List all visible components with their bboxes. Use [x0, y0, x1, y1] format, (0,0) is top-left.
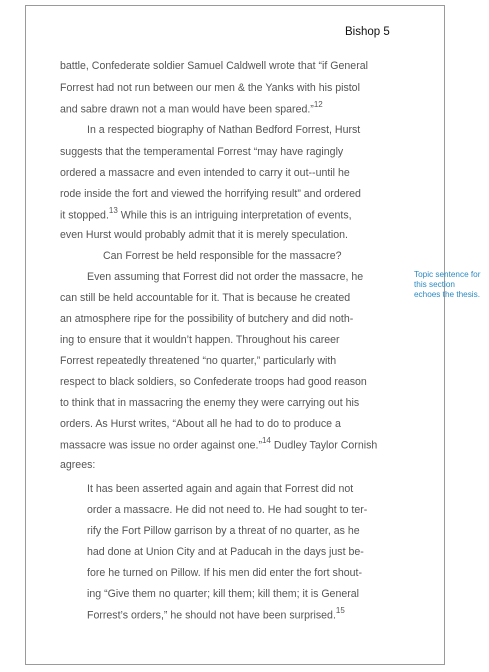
paragraph-3-line-9-end: Dudley Taylor Cornish	[270, 439, 378, 452]
block-quote-line-5: fore he turned on Pillow. If his men did enter the fort shout-	[87, 567, 363, 579]
paragraph-3-line-3: an atmosphere ripe for the possibility of butchery and did noth-	[60, 313, 354, 325]
block-quote-line-3: rify the Fort Pillow garrison by a threat of no quarter, as he	[87, 525, 360, 537]
section-heading: Can Forrest be held responsible for the massacre?	[103, 250, 342, 262]
block-quote-line-1: It has been asserted again and again that Forrest did not	[87, 483, 354, 495]
footnote-ref-13: 13	[108, 206, 118, 215]
footnote-ref-15: 15	[335, 606, 345, 615]
paragraph-3-line-6: respect to black soldiers, so Confederate troops had good reason	[60, 376, 367, 388]
paragraph-3-line-4: ing to ensure that it wouldn’t happen. Throughout his career	[60, 334, 340, 346]
paragraph-2-line-2: suggests that the temperamental Forrest “may have ragingly	[60, 146, 344, 158]
block-quote-line-7	[87, 607, 345, 622]
block-quote-line-4: had done at Union City and at Paducah in the days just be-	[87, 546, 364, 558]
annotation-line-3: echoes the thesis.	[414, 290, 480, 299]
page-header: Bishop 5	[345, 26, 390, 38]
paragraph-2-line-5-end: While this is an intriguing interpretation of events,	[117, 209, 352, 222]
paragraph-2-line-6: even Hurst would probably admit that it is merely speculation.	[60, 229, 348, 241]
paragraph-2-line-3: ordered a massacre and even intended to carry it out--until he	[60, 167, 350, 179]
paragraph-2-line-5	[60, 207, 352, 222]
block-quote-line-6: ing “Give them no quarter; kill them; kill them; it is General	[87, 588, 360, 600]
block-quote-line-7-text: Forrest’s orders,” he should not have been surprised.	[87, 609, 336, 622]
margin-annotation	[414, 270, 488, 300]
paragraph-3-line-1: Even assuming that Forrest did not order the massacre, he	[87, 271, 364, 283]
annotation-line-2: this section	[414, 280, 455, 289]
paragraph-2-line-1: In a respected biography of Nathan Bedford Forrest, Hurst	[87, 124, 361, 136]
footnote-ref-14: 14	[261, 436, 271, 445]
footnote-ref-12: 12	[313, 100, 323, 109]
paragraph-1-line-3	[60, 101, 323, 116]
paragraph-2-line-5-start: it stopped.	[60, 209, 109, 222]
paragraph-1-line-3-text: and sabre drawn not a man would have been spared.”	[60, 103, 314, 116]
paragraph-3-line-5: Forrest repeatedly threatened “no quarter,” particularly with	[60, 355, 337, 367]
paragraph-1-line-2: Forrest had not run between our men & the Yanks with his pistol	[60, 82, 360, 94]
paragraph-3-line-9-start: massacre was issue no order against one.”	[60, 439, 262, 452]
annotation-line-1: Topic sentence for	[414, 270, 481, 279]
paragraph-2-line-4: rode inside the fort and viewed the horrifying result” and ordered	[60, 188, 361, 200]
paragraph-1-line-1: battle, Confederate soldier Samuel Caldwell wrote that “if General	[60, 60, 368, 72]
paragraph-3-line-8: orders. As Hurst writes, “About all he had to do to produce a	[60, 418, 341, 430]
paragraph-3-line-10: agrees:	[60, 459, 96, 471]
paragraph-3-line-9	[60, 437, 377, 452]
paragraph-3-line-7: to think that in massacring the enemy they were carrying out his	[60, 397, 360, 409]
block-quote-line-2: order a massacre. He did not need to. He had sought to ter-	[87, 504, 368, 516]
paragraph-3-line-2: can still be held accountable for it. That is because he created	[60, 292, 351, 304]
